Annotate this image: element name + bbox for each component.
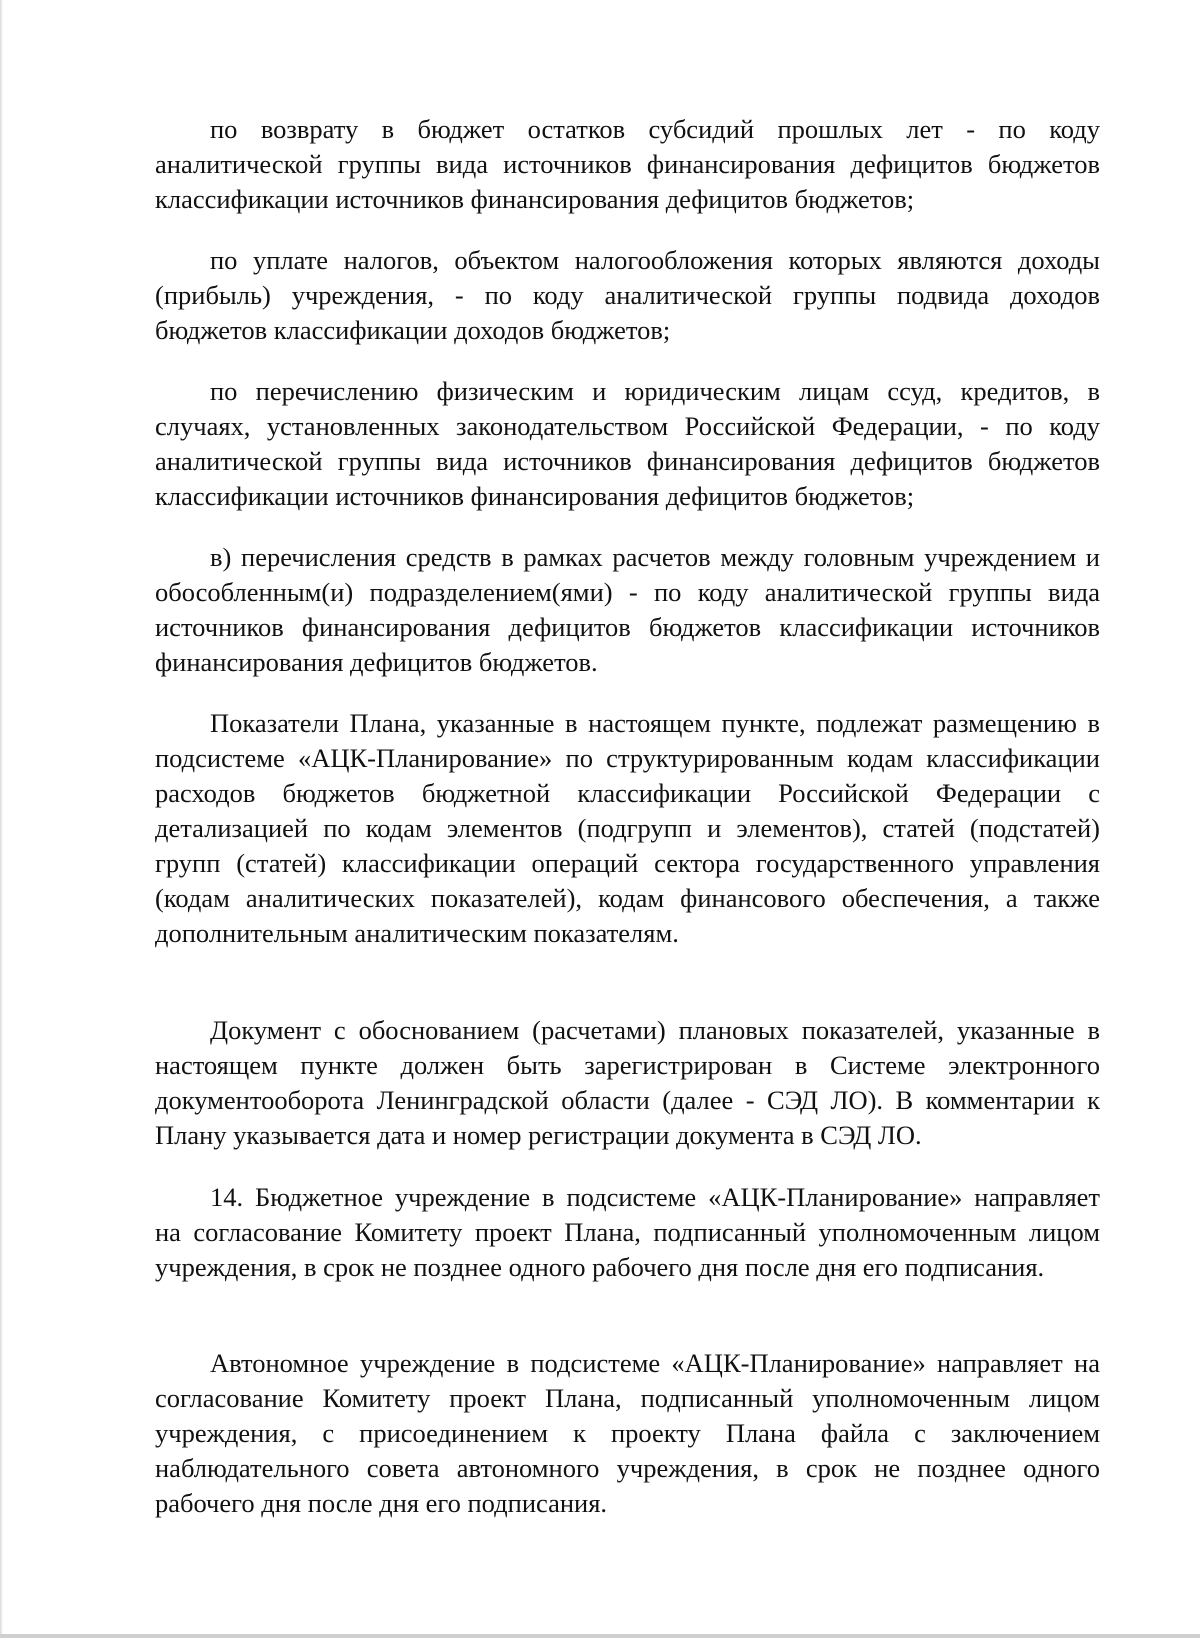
paragraph-tax-payment: по уплате налогов, объектом налогообложения которых являются доходы (прибыль) учреждения, - по коду аналитической группы подвида доходов бюджетов классификации доходов бюджетов; xyxy=(155,245,1100,345)
paragraph-plan-indicators: Показатели Плана, указанные в настоящем пункте, подлежат размещению в подсистеме «АЦК-Планирование» по структурированным кодам классификации расходов бюджетов бюджетной классификации Российской Федерации с детализацией по кодам элементов (подгрупп и элементов), статей (подстатей) групп (статей) классификации операций сектора государственного управления (кодам аналитических показателей), кодам финансового обеспечения, а также дополнительным аналитическим показателям. xyxy=(155,708,1100,948)
paragraph-justification-document: Документ с обоснованием (расчетами) плановых показателей, указанные в настоящем пункте должен быть зарегистрирован в Системе электронного документооборота Ленинградской области (далее - СЭД ЛО). В комментарии к Плану указывается дата и номер регистрации документа в СЭД ЛО. xyxy=(155,1015,1100,1150)
paragraph-autonomous-institution: Автономное учреждение в подсистеме «АЦК-Планирование» направляет на согласование Комитету проект Плана, подписанный уполномоченным лицом учреждения, с присоединением к проекту Плана файла с заключением наблюдательного совета автономного учреждения, в срок не позднее одного рабочего дня после дня его подписания. xyxy=(155,1348,1100,1518)
paragraph-internal-settlements: в) перечисления средств в рамках расчетов между головным учреждением и обособленным(и) подразделением(ями) - по коду аналитической группы вида источников финансирования дефицитов бюджетов классификации источников финансирования дефицитов бюджетов. xyxy=(155,542,1100,677)
scan-edge-left xyxy=(0,0,3,1638)
paragraph-budget-return: по возврату в бюджет остатков субсидий прошлых лет - по коду аналитической группы вида источников финансирования дефицитов бюджетов классификации источников финансирования дефицитов бюджетов; xyxy=(155,114,1100,214)
scan-edge-bottom xyxy=(0,1634,1200,1638)
paragraph-loans-transfer: по перечислению физическим и юридическим лицам ссуд, кредитов, в случаях, установленных законодательством Российской Федерации, - по коду аналитической группы вида источников финансирования дефицитов бюджетов классификации источников финансирования дефицитов бюджетов; xyxy=(155,376,1100,511)
paragraph-item-14-budget-institution: 14. Бюджетное учреждение в подсистеме «АЦК-Планирование» направляет на согласование Комитету проект Плана, подписанный уполномоченным лицом учреждения, в срок не позднее одного рабочего дня после дня его подписания. xyxy=(155,1182,1100,1282)
